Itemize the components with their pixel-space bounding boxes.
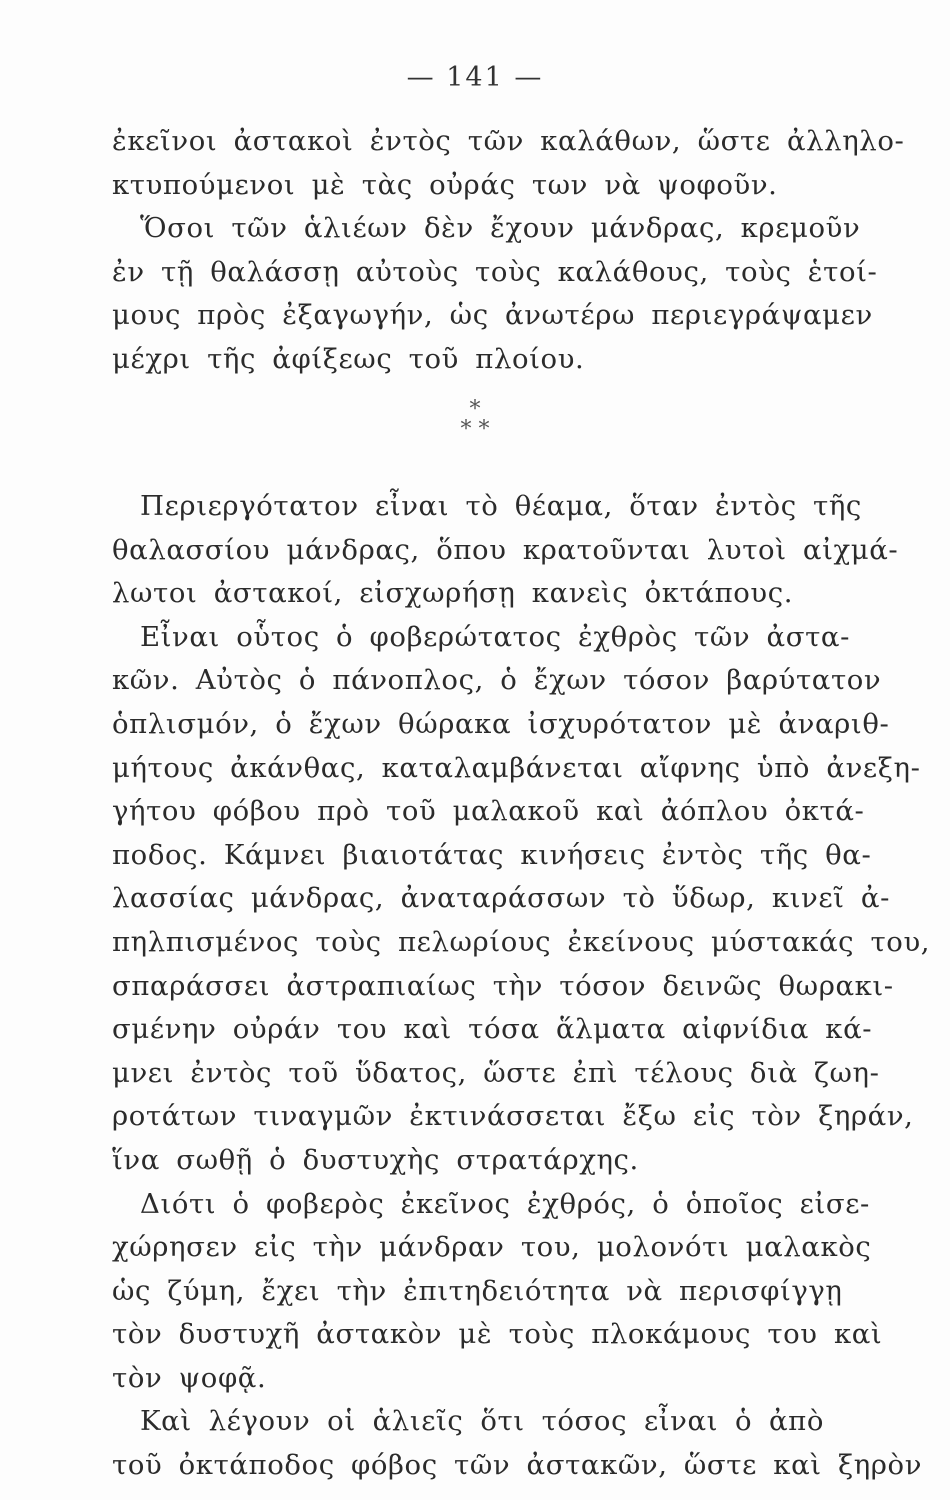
text-line: λωτοι ἀστακοί, εἰσχωρήσῃ κανεὶς ὀκτάπους. [112, 577, 794, 610]
text-line: τοῦ ὀκτάποδος φόβος τῶν ἀστακῶν, ὥστε καὶ ξηρὸν [112, 1449, 923, 1482]
text-line: πηλπισμένος τοὺς πελωρίους ἐκείνους μύστακάς του, [112, 925, 931, 958]
text-line: ἵνα σωθῇ ὁ δυστυχὴς στρατάρχης. [112, 1143, 639, 1176]
text-line: ροτάτων τιναγμῶν ἐκτινάσσεται ἔξω εἰς τὸν ξηράν, [112, 1100, 914, 1133]
text-line: ἐν τῇ θαλάσσῃ αὐτοὺς τοὺς καλάθους, τοὺς ἑτοί- [112, 255, 878, 288]
section-separator-asterisks [0, 397, 950, 442]
text-line: Περιεργότατον εἶναι τὸ θέαμα, ὅταν ἐντὸς τῆς [140, 490, 862, 522]
text-line: λασσίας μάνδρας, ἀναταράσσων τὸ ὕδωρ, κινεῖ ἀ- [112, 882, 890, 915]
text-line: Ὅσοι τῶν ἁλιέων δὲν ἔχουν μάνδρας, κρεμοῦν [140, 212, 861, 245]
text-section-top [112, 120, 905, 382]
text-line: σπαράσσει ἀστραπιαίως τὴν τόσον δεινῶς θωρακι- [112, 969, 894, 1002]
text-line: σμένην οὐράν του καὶ τόσα ἅλματα αἰφνίδια κά- [112, 1013, 873, 1046]
text-line: γήτου φόβου πρὸ τοῦ μαλακοῦ καὶ ἀόπλου ὀκτά- [112, 795, 865, 828]
text-line: κτυπούμενοι μὲ τὰς οὐράς των νὰ ψοφοῦν. [112, 168, 778, 201]
text-line: θαλασσίου μάνδρας, ὅπου κρατοῦνται λυτοὶ αἰχμά- [112, 533, 899, 566]
text-line: κῶν. Αὐτὸς ὁ πάνοπλος, ὁ ἔχων τόσον βαρύτατον [112, 664, 882, 697]
text-line: τὸν δυστυχῆ ἀστακὸν μὲ τοὺς πλοκάμους του καὶ [112, 1318, 883, 1351]
asterisk-top: * [469, 397, 481, 422]
text-line: τὸν ψοφᾷ. [112, 1361, 267, 1394]
text-line: ἐκεῖνοι ἀστακοὶ ἐντὸς τῶν καλάθων, ὥστε ἀλληλο- [112, 125, 905, 157]
text-line: Καὶ λέγουν οἱ ἁλιεῖς ὅτι τόσος εἶναι ὁ ἀπὸ [140, 1405, 824, 1438]
text-line: μέχρι τῆς ἀφίξεως τοῦ πλοίου. [112, 342, 585, 375]
text-line: μήτους ἀκάνθας, καταλαμβάνεται αἴφνης ὑπὸ ἀνεξη- [112, 751, 921, 784]
text-section-main [112, 485, 931, 1488]
text-line: μους πρὸς ἐξαγωγήν, ὡς ἀνωτέρω περιεγράψαμεν [112, 299, 873, 332]
page-number: — 141 — [406, 62, 544, 93]
text-line: ποδος. Κάμνει βιαιοτάτας κινήσεις ἐντὸς τῆς θα- [112, 838, 872, 871]
text-line: Διότι ὁ φοβερὸς ἐκεῖνος ἐχθρός, ὁ ὁποῖος εἰσε- [140, 1187, 870, 1220]
text-line: ὡς ζύμη, ἔχει τὴν ἐπιτηδειότητα νὰ περισφίγγῃ [112, 1274, 843, 1307]
text-line: μνει ἐντὸς τοῦ ὕδατος, ὥστε ἐπὶ τέλους διὰ ζωη- [112, 1056, 880, 1089]
text-line: χώρησεν εἰς τὴν μάνδραν του, μολονότι μαλακὸς [112, 1231, 872, 1264]
asterisk-bottom: * * [460, 417, 490, 442]
text-line: Εἶναι οὗτος ὁ φοβερώτατος ἐχθρὸς τῶν ἀστα- [140, 620, 850, 653]
text-line: ὁπλισμόν, ὁ ἔχων θώρακα ἰσχυρότατον μὲ ἀναριθ- [112, 707, 890, 740]
